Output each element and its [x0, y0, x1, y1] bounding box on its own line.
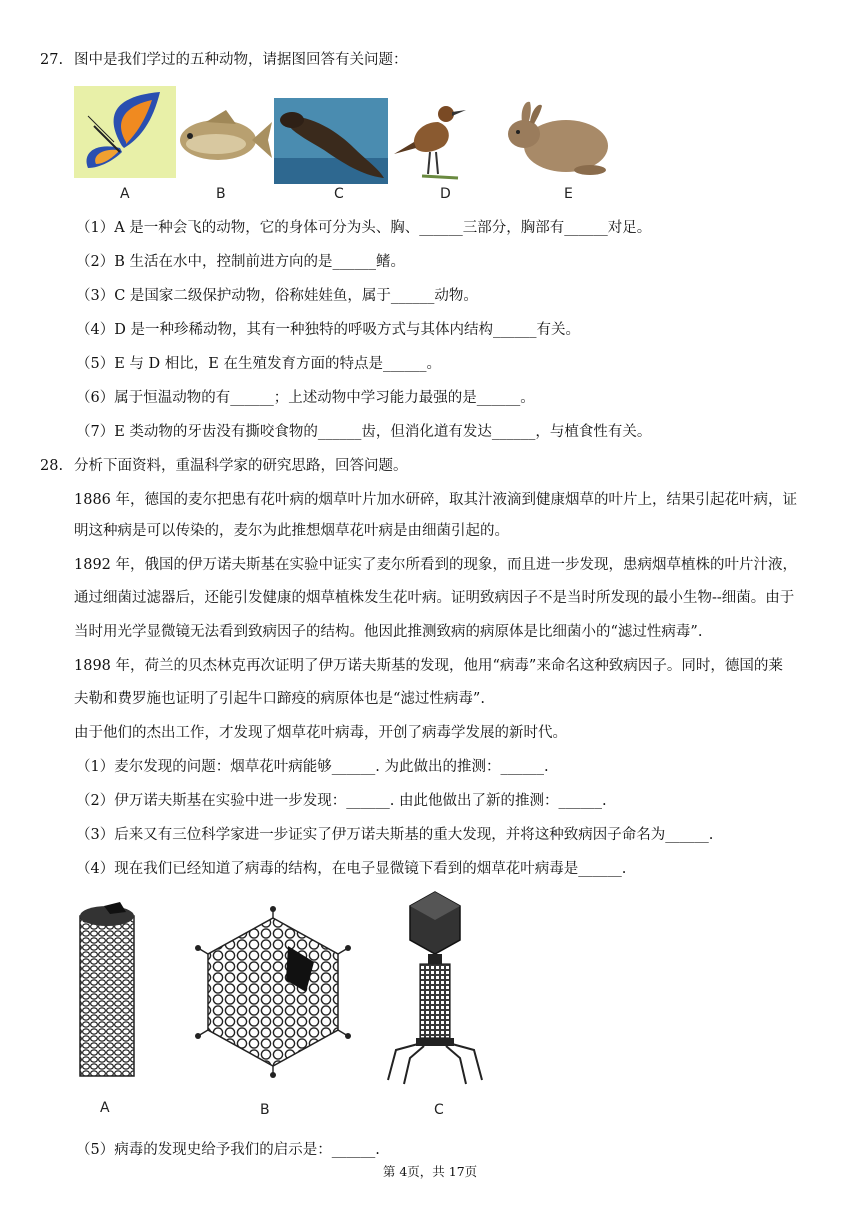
q28-para-line-3: 1892 年，俄国的伊万诺夫斯基在实验中证实了麦尔所看到的现象，而且进一步发现，患病烟草植株的叶片汁液， [74, 557, 798, 573]
q27-item-1: （1）A 是一种会飞的动物，它的身体可分为头、胸、______三部分，胸部有______对足。 [76, 220, 652, 236]
page-footer: 第 4页，共 17页 [382, 1164, 478, 1179]
q27-item-4: （4）D 是一种珍稀动物，其有一种独特的呼吸方式与其体内结构______有关。 [76, 322, 580, 338]
q28-para-line-6: 1898 年，荷兰的贝杰林克再次证明了伊万诺夫斯基的发现，他用“病毒”来命名这种致病因子。同时，德国的莱 [74, 658, 783, 674]
animal-label-a: A [120, 186, 130, 202]
rod-virus-image [74, 902, 144, 1082]
question-27-number: 27. [40, 52, 64, 68]
virus-label-c: C [434, 1102, 444, 1118]
q28-para-line-4: 通过细菌过滤器后，还能引发健康的烟草植株发生花叶病。证明致病因子不是当时所发现的最小生物--细菌。由于 [74, 590, 795, 606]
question-28-stem: 分析下面资料，重温科学家的研究思路，回答问题。 [74, 458, 408, 474]
q28-para-line-7: 夫勒和费罗施也证明了引起牛口蹄疫的病原体也是“滤过性病毒”. [74, 691, 485, 707]
q27-item-7: （7）E 类动物的牙齿没有撕咬食物的______齿，但消化道有发达______，与植食性有关。 [76, 424, 652, 440]
animal-label-c: C [334, 186, 344, 202]
q27-item-6: （6）属于恒温动物的有______；上述动物中学习能力最强的是______。 [76, 390, 535, 406]
bacteriophage-image [380, 890, 490, 1086]
q28-item-2: （2）伊万诺夫斯基在实验中进一步发现：______. 由此他做出了新的推测：______. [76, 793, 607, 809]
virus-label-b: B [260, 1102, 270, 1118]
q28-para-line-1: 1886 年，德国的麦尔把患有花叶病的烟草叶片加水研碎，取其汁液滴到健康烟草的叶片上，结果引起花叶病，证 [74, 492, 798, 508]
q28-item-4: （4）现在我们已经知道了病毒的结构，在电子显微镜下看到的烟草花叶病毒是______. [76, 861, 627, 877]
q28-para-line-2: 明这种病是可以传染的，麦尔为此推想烟草花叶病是由细菌引起的。 [74, 523, 509, 539]
giant-salamander-image [274, 98, 388, 184]
animal-label-d: D [440, 186, 451, 202]
q28-item-3: （3）后来又有三位科学家进一步证实了伊万诺夫斯基的重大发现，并将这种致病因子命名为______. [76, 827, 714, 843]
q28-para-line-5: 当时用光学显微镜无法看到致病因子的结构。他因此推测致病的病原体是比细菌小的“滤过性病毒”. [74, 624, 703, 640]
question-27-stem: 图中是我们学过的五种动物，请据图回答有关问题： [74, 52, 408, 68]
q27-item-2: （2）B 生活在水中，控制前进方向的是______鳍。 [76, 254, 405, 270]
q27-item-5: （5）E 与 D 相比，E 在生殖发育方面的特点是______。 [76, 356, 441, 372]
animal-label-b: B [216, 186, 226, 202]
q28-para-line-8: 由于他们的杰出工作，才发现了烟草花叶病毒，开创了病毒学发展的新时代。 [74, 725, 567, 741]
animal-figure [74, 84, 634, 204]
butterfly-image [74, 86, 176, 178]
virus-label-a: A [100, 1100, 110, 1116]
q28-item-1: （1）麦尔发现的问题：烟草花叶病能够______. 为此做出的推测：______. [76, 759, 549, 775]
q27-item-3: （3）C 是国家二级保护动物，俗称娃娃鱼，属于______动物。 [76, 288, 478, 304]
animal-label-e: E [564, 186, 573, 202]
icosahedral-virus-image [188, 906, 358, 1078]
q28-item-5: （5）病毒的发现史给予我们的启示是：______. [76, 1142, 380, 1158]
fish-image [176, 100, 272, 176]
bird-image [388, 92, 478, 182]
virus-figure [60, 886, 520, 1126]
question-28-number: 28. [40, 458, 64, 474]
rabbit-image [500, 96, 616, 180]
